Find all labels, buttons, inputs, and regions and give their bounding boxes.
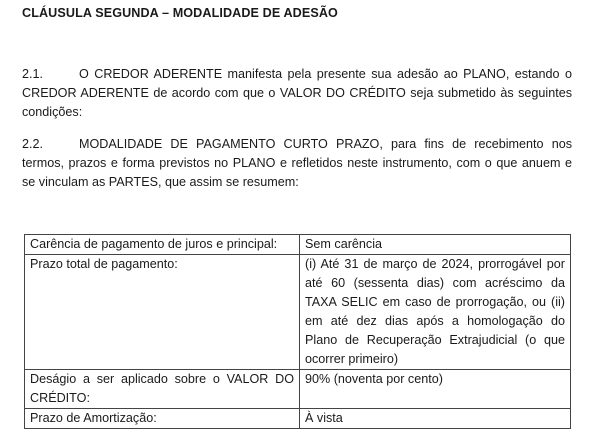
paragraph-text: MODALIDADE DE PAGAMENTO CURTO PRAZO, para fins de recebimento nos termos, prazos e forma previstos no PLANO e refletidos neste instrumento, com o que anuem e se vinculam as PARTES, que assim se resumem: bbox=[22, 137, 572, 189]
paragraph-number: 2.1. bbox=[22, 67, 44, 81]
paragraph-2-2 bbox=[22, 135, 572, 192]
term-value: Sem carência bbox=[300, 235, 571, 255]
table-row bbox=[25, 409, 571, 429]
term-label: Prazo total de pagamento: bbox=[25, 255, 300, 370]
paragraph-2-1 bbox=[22, 65, 572, 122]
term-value: À vista bbox=[300, 409, 571, 429]
payment-terms-table bbox=[24, 234, 571, 429]
paragraph-text: O CREDOR ADERENTE manifesta pela presente sua adesão ao PLANO, estando o CREDOR ADERENTE de acordo com que o VALOR DO CRÉDITO seja submetido às seguintes condições: bbox=[22, 67, 572, 119]
clause-heading: CLÁUSULA SEGUNDA – MODALIDADE DE ADESÃO bbox=[22, 6, 338, 20]
paragraph-number: 2.2. bbox=[22, 137, 44, 151]
term-value: 90% (noventa por cento) bbox=[300, 370, 571, 409]
term-value: (i) Até 31 de março de 2024, prorrogável por até 60 (sessenta dias) com acréscimo da TAXA SELIC em caso de prorrogação, ou (ii) em até dez dias após a homologação do Plano de Recuperação Extrajudicial (o que ocorrer primeiro) bbox=[300, 255, 571, 370]
term-label: Prazo de Amortização: bbox=[25, 409, 300, 429]
table-row bbox=[25, 255, 571, 370]
table-row bbox=[25, 370, 571, 409]
table-row bbox=[25, 235, 571, 255]
term-label: Carência de pagamento de juros e principal: bbox=[25, 235, 300, 255]
term-label: Deságio a ser aplicado sobre o VALOR DO CRÉDITO: bbox=[25, 370, 300, 409]
